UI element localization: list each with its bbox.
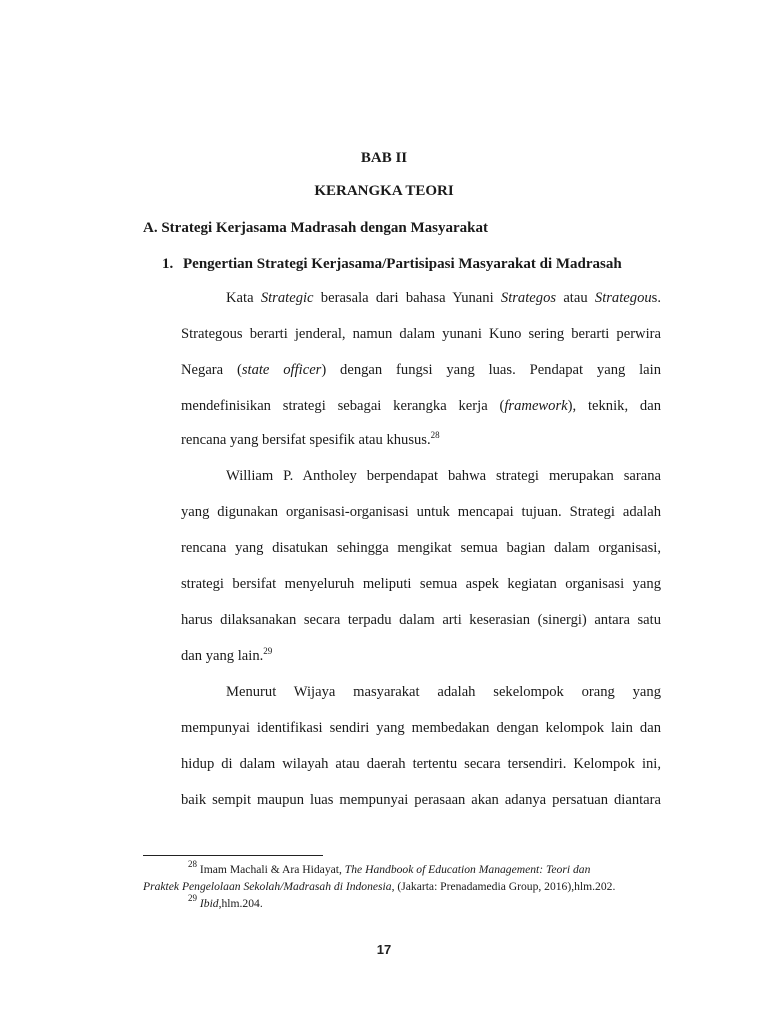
paragraph-line: William P. Antholey berpendapat bahwa strategi merupakan sarana xyxy=(226,468,661,484)
paragraph-line: mempunyai identifikasi sendiri yang membedakan dengan kelompok lain dan xyxy=(181,720,661,736)
subsection-heading xyxy=(162,255,622,273)
page-number: 17 xyxy=(376,942,392,957)
paragraph-line: Negara (state officer) dengan fungsi yang luas. Pendapat yang lain xyxy=(181,362,662,378)
footnote-28: $^{28}$ Imam Machali & Ara Hidayat, The Handbook of Education Management: Teori dan xyxy=(188,859,591,876)
paragraph-line: Menurut Wijaya masyarakat adalah sekelompok orang yang xyxy=(226,684,661,700)
footnote-ref-28[interactable]: 28 xyxy=(430,430,440,440)
paragraph-line: baik sempit maupun luas mempunyai perasaan akan adanya persatuan diantara xyxy=(181,792,661,808)
footnote-number: 29 xyxy=(188,893,197,903)
footnote-ref-29[interactable]: 29 xyxy=(263,646,273,656)
paragraph-line: mendefinisikan strategi sebagai kerangka kerja (framework), teknik, dan xyxy=(181,398,661,414)
footnote-29: $^{29}$ Ibid,hlm.204. xyxy=(188,893,263,910)
section-title: Strategi Kerjasama Madrasah dengan Masyarakat xyxy=(161,220,488,236)
paragraph-line: rencana yang bersifat spesifik atau khusus.$^{28}$ xyxy=(181,430,440,448)
subsection-title: Pengertian Strategi Kerjasama/Partisipasi Masyarakat di Madrasah xyxy=(183,256,622,272)
footnote-number: 28 xyxy=(188,859,197,869)
section-marker: A. xyxy=(143,220,158,236)
section-heading xyxy=(143,219,488,237)
subsection-marker: 1. xyxy=(162,256,174,272)
footnote-separator xyxy=(143,855,323,856)
footnote-28-continued: Praktek Pengelolaan Sekolah/Madrasah di Indonesia, (Jakarta: Prenadamedia Group, 2016),hlm.202. xyxy=(143,880,616,893)
paragraph-line: dan yang lain.$^{29}$ xyxy=(181,646,273,664)
paragraph-line: hidup di dalam wilayah atau daerah tertentu secara tersendiri. Kelompok ini, xyxy=(181,756,661,772)
paragraph-line: strategi bersifat menyeluruh meliputi semua aspek kegiatan organisasi yang xyxy=(181,576,661,592)
paragraph-line: harus dilaksanakan secara terpadu dalam arti keserasian (sinergi) antara satu xyxy=(181,612,661,628)
paragraph-line: Strategous berarti jenderal, namun dalam yunani Kuno sering berarti perwira xyxy=(181,326,661,342)
chapter-title: KERANGKA TEORI xyxy=(314,183,454,199)
chapter-number: BAB II xyxy=(360,150,408,166)
paragraph-line: yang digunakan organisasi-organisasi untuk mencapai tujuan. Strategi adalah xyxy=(181,504,661,520)
paragraph-line: rencana yang disatukan sehingga mengikat semua bagian dalam organisasi, xyxy=(181,540,661,556)
paragraph-line: Kata Strategic berasala dari bahasa Yunani Strategos atau Strategous. xyxy=(226,290,661,306)
